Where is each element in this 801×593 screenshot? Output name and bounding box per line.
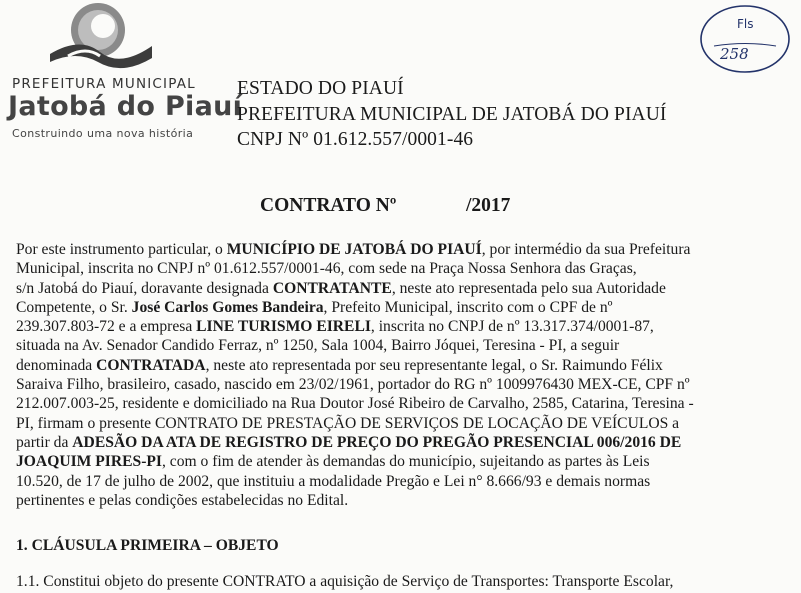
text: , neste ato representada por seu representante legal, o Sr. Raimundo Félix — [205, 356, 663, 374]
header-prefeitura: PREFEITURA MUNICIPAL DE JATOBÁ DO PIAUÍ — [237, 104, 667, 125]
text: , por intermédio da sua Prefeitura — [481, 241, 691, 258]
logo-prefeitura-label: PREFEITURA MUNICIPAL — [12, 76, 196, 92]
body-line: 10.520, de 17 de julho de 2002, que instituiu a modalidade Pregão e Lei n° 8.666/93 e demais normas — [16, 472, 651, 490]
contratante-label: CONTRATANTE — [272, 279, 392, 297]
contratada-label: CONTRATADA — [96, 356, 206, 374]
page-stamp — [698, 3, 792, 75]
body-line — [16, 433, 761, 452]
body-line — [16, 317, 761, 336]
text: , com o fim de atender às demandas do município, sujeitando as partes às Leis — [161, 453, 650, 471]
clause-1-1: 1.1. Constitui objeto do presente CONTRATO a aquisição de Serviço de Transportes: Transporte Escolar, — [16, 573, 674, 590]
body-line: PI, firmam o presente CONTRATO DE PRESTAÇÃO DE SERVIÇOS DE LOCAÇÃO DE VEÍCULOS a — [16, 414, 680, 432]
municipality-name: MUNICÍPIO DE JATOBÁ DO PIAUÍ — [226, 241, 482, 258]
header-cnpj: CNPJ Nº 01.612.557/0001-46 — [237, 129, 474, 150]
body-line: Saraiva Filho, brasileiro, casado, nascido em 23/02/1961, portador do RG nº 1009976430 MEX-CE, CPF nº — [16, 376, 690, 394]
company-name: LINE TURISMO EIRELI — [196, 318, 371, 336]
body-line — [16, 240, 761, 259]
preamble-paragraph — [16, 240, 761, 510]
text: , Prefeito Municipal, inscrito com o CPF de nº — [323, 298, 613, 316]
text: denominada — [16, 356, 97, 374]
emblem-icon — [40, 0, 160, 72]
logo-city-name: Jatobá do Piauí — [8, 91, 243, 122]
stamp-number: 258 — [720, 45, 749, 63]
body-line — [16, 452, 761, 471]
body-line: Municipal, inscrita no CNPJ nº 01.612.557/0001-46, com sede na Praça Nossa Senhora das Graças, — [16, 260, 637, 278]
text: Competente, o Sr. — [16, 298, 132, 316]
body-line: 212.007.003-25, residente e domiciliado na Rua Doutor José Ribeiro de Carvalho, 2585, Catarina, Teresina - — [16, 395, 694, 413]
body-line — [16, 279, 761, 298]
body-line — [16, 298, 761, 317]
body-line: pertinentes e pelas condições estabelecidas no Edital. — [16, 491, 349, 509]
text: , inscrita no CNPJ de nº 13.317.374/0001-87, — [370, 318, 654, 336]
joaquim-pires-label: JOAQUIM PIRES-PI — [16, 453, 162, 471]
text: partir da — [16, 433, 73, 451]
logo-slogan: Construindo uma nova história — [12, 127, 194, 140]
text: s/n Jatobá do Piauí, doravante designada — [16, 279, 273, 297]
text: , neste ato representada pelo sua Autoridade — [391, 279, 666, 297]
municipal-logo — [0, 0, 243, 160]
contract-title: CONTRATO Nº — [260, 195, 397, 216]
body-line: situada na Av. Senador Candido Ferraz, nº 1250, Sala 1004, Bairro Jóquei, Teresina - PI, a seguir — [16, 337, 620, 355]
header-state: ESTADO DO PIAUÍ — [237, 78, 404, 99]
body-line — [16, 356, 761, 375]
text: 239.307.803-72 e a empresa — [16, 318, 197, 336]
text: Por este instrumento particular, o — [16, 241, 227, 258]
adhesion-reference: ADESÃO DA ATA DE REGISTRO DE PREÇO DO PREGÃO PRESENCIAL 006/2016 DE — [72, 433, 682, 451]
mayor-name: José Carlos Gomes Bandeira — [131, 298, 324, 316]
section-heading: 1. CLÁUSULA PRIMEIRA – OBJETO — [16, 537, 279, 554]
contract-year: /2017 — [466, 195, 511, 216]
stamp-label: Fls — [737, 17, 754, 31]
